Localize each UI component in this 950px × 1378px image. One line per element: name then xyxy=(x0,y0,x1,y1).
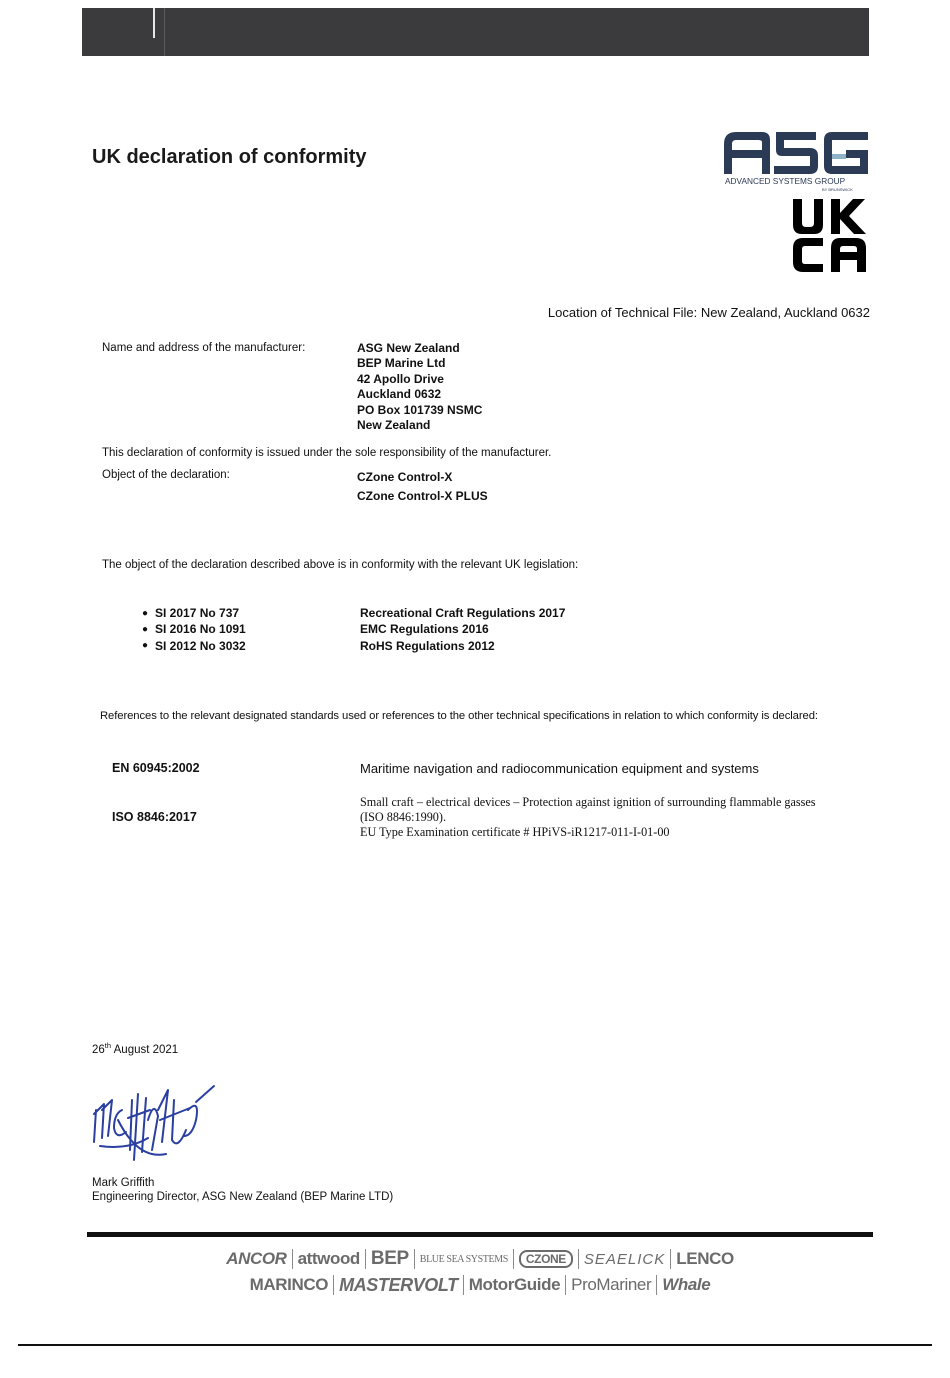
conformity-statement: The object of the declaration described above is in conformity with the relevant UK legislation: xyxy=(102,559,579,571)
legislation-item xyxy=(142,638,662,654)
signer-block xyxy=(92,1176,393,1204)
brand-lenco: LENCO xyxy=(676,1249,734,1268)
brand-ancor: ANCOR xyxy=(226,1249,287,1268)
date-suffix: th xyxy=(104,1041,112,1050)
address-line: New Zealand xyxy=(357,418,431,433)
references-statement: References to the relevant designated standards used or references to the other technical specifications in relation to which conformity is declared: xyxy=(100,710,818,722)
brand-seaelick: SEAELICK xyxy=(583,1250,666,1268)
page-title: UK declaration of conformity xyxy=(92,146,367,168)
standard-description xyxy=(360,795,870,841)
brand-strip xyxy=(150,1246,810,1298)
brand-marinco: MARINCO xyxy=(249,1275,329,1294)
object-products xyxy=(357,468,488,506)
product-name: CZone Control-X PLUS xyxy=(357,489,488,503)
standard-description-line: Small craft – electrical devices – Protection against ignition of surrounding flammable gasses xyxy=(360,795,816,809)
address-line: 42 Apollo Drive xyxy=(357,371,444,386)
footer-divider xyxy=(87,1232,873,1237)
standard-description-line: (ISO 8846:1990). xyxy=(360,810,446,825)
brand-promariner: ProMariner xyxy=(571,1275,652,1294)
ukca-mark xyxy=(791,199,867,273)
header-divider xyxy=(164,8,165,56)
sole-responsibility-statement: This declaration of conformity is issued under the sole responsibility of the manufacturer. xyxy=(102,447,552,459)
standard-description-line: EU Type Examination certificate # HPiVS-iR1217-011-I-01-00 xyxy=(360,825,670,840)
header-tick xyxy=(153,8,155,38)
brand-row xyxy=(150,1272,810,1298)
legislation-list xyxy=(142,605,662,654)
address-line: ASG New Zealand xyxy=(357,341,460,355)
signature-date xyxy=(92,1041,178,1056)
asg-by: BY BRUNSWICK xyxy=(822,187,853,192)
brand-divider xyxy=(513,1249,514,1269)
brand-czone: CZONE xyxy=(519,1250,573,1268)
address-line: BEP Marine Ltd xyxy=(357,356,446,371)
handwritten-signature xyxy=(88,1080,218,1168)
legislation-code: SI 2012 No 3032 xyxy=(155,638,246,653)
bullet-icon: ● xyxy=(142,640,149,652)
manufacturer-label: Name and address of the manufacturer: xyxy=(102,342,306,354)
brand-motorguide: MotorGuide xyxy=(468,1275,561,1294)
product-name: CZone Control-X xyxy=(357,470,453,484)
header-bar xyxy=(82,8,869,56)
legislation-title: Recreational Craft Regulations 2017 xyxy=(360,606,566,621)
standard-code: ISO 8846:2017 xyxy=(112,810,197,824)
legislation-item xyxy=(142,621,662,637)
asg-name: ADVANCED SYSTEMS GROUP xyxy=(725,176,846,186)
legislation-title: RoHS Regulations 2012 xyxy=(360,638,495,653)
brand-blue-sea: BLUE SEA SYSTEMS xyxy=(419,1253,508,1265)
legislation-title: EMC Regulations 2016 xyxy=(360,622,489,637)
address-line: PO Box 101739 NSMC xyxy=(357,402,483,417)
legislation-item xyxy=(142,605,662,621)
brand-row xyxy=(150,1246,810,1272)
asg-logo xyxy=(724,128,870,194)
legislation-code: SI 2017 No 737 xyxy=(155,606,240,621)
standard-description: Maritime navigation and radiocommunication equipment and systems xyxy=(360,761,759,776)
signer-role: Engineering Director, ASG New Zealand (BEP Marine LTD) xyxy=(92,1191,394,1203)
technical-file-location: Location of Technical File: New Zealand, Auckland 0632 xyxy=(547,305,870,320)
date-rest: August 2021 xyxy=(111,1043,179,1056)
bullet-icon: ● xyxy=(142,607,149,619)
bullet-icon: ● xyxy=(142,623,149,635)
object-label: Object of the declaration: xyxy=(102,469,230,481)
brand-whale: Whale xyxy=(662,1275,711,1294)
brand-bep: BEP xyxy=(370,1248,409,1269)
signer-name: Mark Griffith xyxy=(92,1177,155,1189)
legislation-code: SI 2016 No 1091 xyxy=(155,622,246,637)
brand-mastervolt: MASTERVOLT xyxy=(339,1274,458,1295)
bottom-divider xyxy=(18,1344,932,1346)
standard-code: EN 60945:2002 xyxy=(112,761,200,775)
manufacturer-address xyxy=(357,341,482,433)
address-line: Auckland 0632 xyxy=(357,387,442,402)
date-day: 26 xyxy=(92,1043,105,1056)
brand-attwood: attwood xyxy=(297,1249,360,1268)
